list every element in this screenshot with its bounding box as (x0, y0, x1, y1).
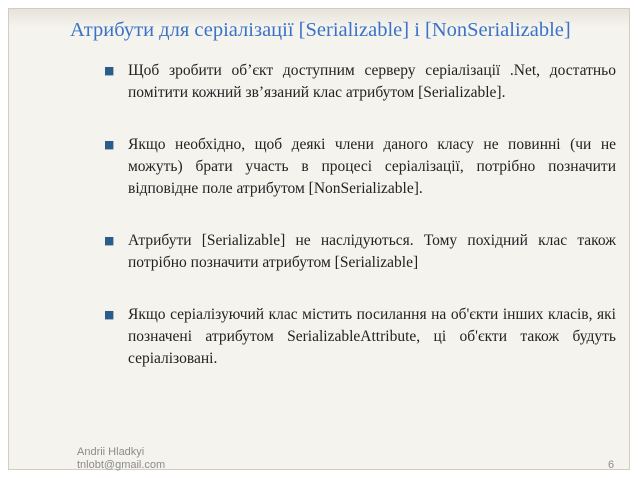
bullet-item (104, 60, 616, 104)
bullet-text: Щоб зробити об’єкт доступним серверу серіалізації .Net, достатньо помітити кожний зв’язаний клас атрибутом [Serializable]. (128, 62, 616, 101)
square-bullet-icon: ■ (104, 138, 115, 151)
footer-email: tnlobt@gmail.com (77, 459, 166, 471)
bullet-text: Якщо серіалізуючий клас містить посилання на об'єкти інших класів, які позначені атрибутом SerializableAttribute, ці об'єкти також будуть серіалізовані. (128, 306, 616, 367)
square-bullet-icon: ■ (104, 308, 115, 321)
bullet-text: Якщо необхідно, щоб деякі члени даного класу не повинні (чи не можуть) брати участь в процесі серіалізації, потрібно позначити відповідне поле атрибутом [NonSerializable]. (128, 136, 616, 197)
bullet-item (104, 304, 616, 370)
bullet-text: Атрибути [Serializable] не наслідуються. Тому похідний клас також потрібно позначити атрибутом [Serializable] (128, 232, 616, 271)
footer-author: Andrii Hladkyi (77, 446, 145, 458)
square-bullet-icon: ■ (104, 64, 115, 77)
square-bullet-icon: ■ (104, 234, 115, 247)
bullet-list (104, 60, 616, 400)
bullet-item (104, 230, 616, 274)
page-number: 6 (608, 459, 615, 471)
bullet-item (104, 134, 616, 200)
slide-title: Атрибути для серіалізації [Serializable] і [NonSerializable] (70, 19, 571, 41)
